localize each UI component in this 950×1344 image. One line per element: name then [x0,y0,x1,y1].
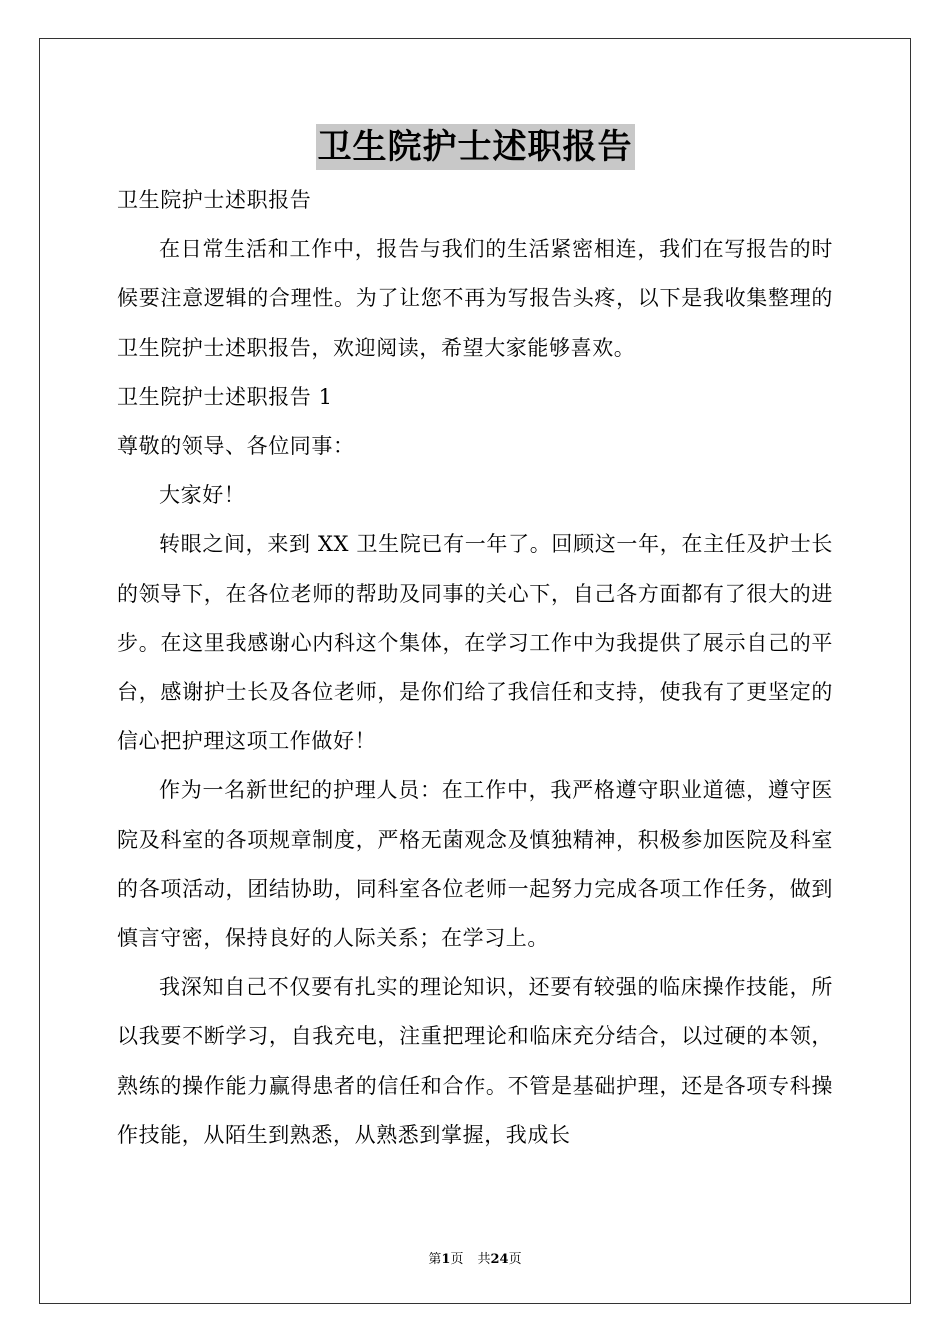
paragraph: 卫生院护士述职报告 1 [117,384,333,409]
total-pages: 24 [490,1252,509,1267]
document-body [117,176,833,1160]
paragraph: 我深知自己不仅要有扎实的理论知识，还要有较强的临床操作技能，所以我要不断学习，自我充电，注重把理论和临床充分结合，以过硬的本领，熟练的操作能力赢得患者的信任和合作。不管是基础护理，还是各项专科操作技能，从陌生到熟悉，从熟悉到掌握，我成长 [117,975,833,1147]
paragraph: 卫生院护士述职报告 [117,188,312,212]
total-prefix: 共 [477,1252,491,1267]
paragraph: 转眼之间，来到 XX 卫生院已有一年了。回顾这一年，在主任及护士长的领导下，在各位老师的帮助及同事的关心下，自己各方面都有了很大的进步。在这里我感谢心内科这个集体，在学习工作中为我提供了展示自己的平台，感谢护士长及各位老师，是你们给了我信任和支持，使我有了更坚定的信心把护理这项工作做好！ [117,532,833,754]
page-footer [0,1248,950,1267]
total-suffix: 页 [508,1252,522,1267]
title-container [0,124,950,170]
paragraph: 尊敬的领导、各位同事： [117,434,355,459]
page-prefix: 第 [428,1252,442,1267]
page-suffix: 页 [450,1252,464,1267]
document-title: 卫生院护士述职报告 [316,124,635,170]
paragraph: 作为一名新世纪的护理人员：在工作中，我严格遵守职业道德，遵守医院及科室的各项规章制度，严格无菌观念及慎独精神，积极参加医院及科室的各项活动，团结协助，同科室各位老师一起努力完成各项工作任务，做到慎言守密，保持良好的人际关系；在学习上。 [117,778,833,951]
page-number: 1 [441,1252,451,1267]
paragraph: 大家好！ [159,483,246,508]
paragraph: 在日常生活和工作中，报告与我们的生活紧密相连，我们在写报告的时候要注意逻辑的合理性。为了让您不再为写报告头疼，以下是我收集整理的卫生院护士述职报告，欢迎阅读，希望大家能够喜欢。 [117,237,833,360]
